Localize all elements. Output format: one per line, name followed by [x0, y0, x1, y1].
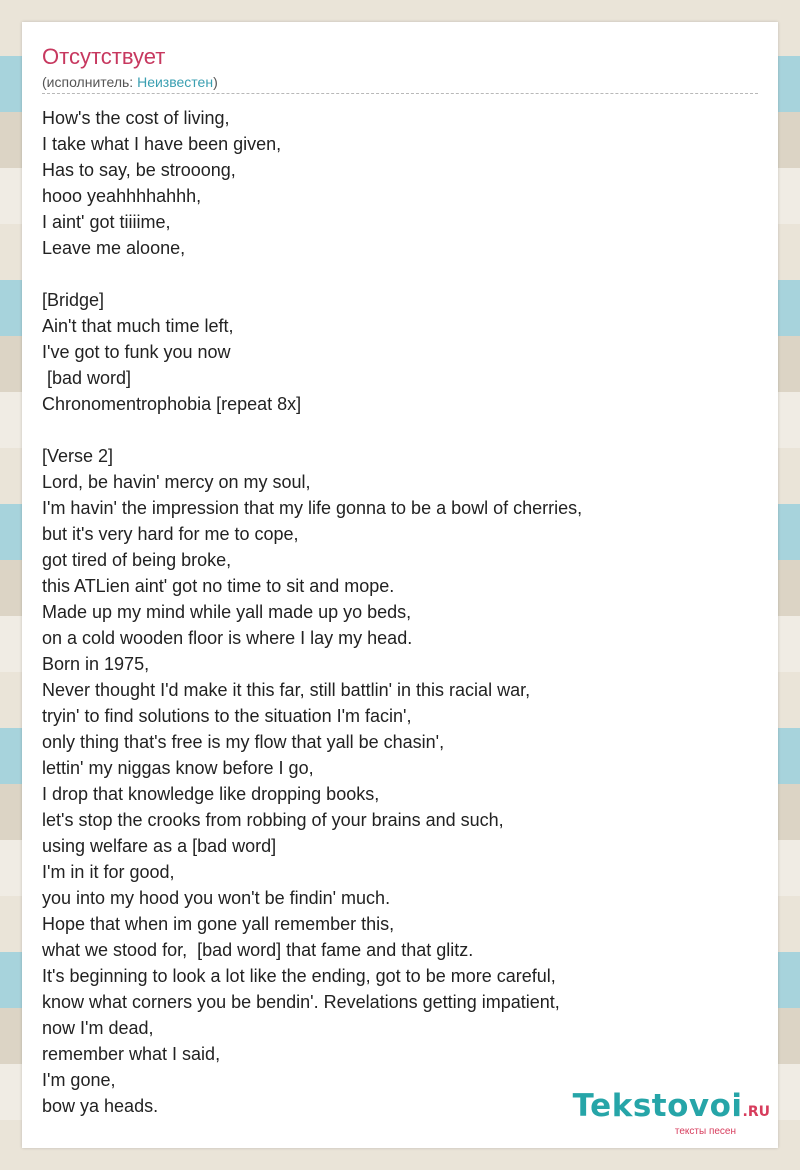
- artist-prefix: (исполнитель:: [42, 74, 138, 90]
- lyrics-card: [22, 22, 778, 1148]
- logo-tagline: тексты песен: [674, 1126, 736, 1137]
- artist-suffix: ): [213, 74, 218, 90]
- artist-link[interactable]: Неизвестен: [137, 74, 214, 90]
- artist-line: [42, 73, 218, 91]
- song-title: Отсутствует: [42, 44, 166, 69]
- title-divider: [42, 93, 758, 94]
- logo-tld: .RU: [742, 1104, 770, 1120]
- lyrics-text: How's the cost of living, I take what I have been given, Has to say, be strooong, hooo yeahhhhahhh, I aint' got tiiiime, Leave me aloone, [Bridge] Ain't that much time left, I've got to funk you now [bad word] Chronomentrophobia [repeat 8x] [Verse 2] Lord, be havin' mercy on my soul, I'm havin' the impression that my life gonna to be a bowl of cherries, but it's very hard for me to cope, got tired of being broke, this ATLien aint' got no time to sit and mope. Made up my mind while yall made up yo beds, on a cold wooden floor is where I lay my head. Born in 1975, Never thought I'd make it this far, still battlin' in this racial war, tryin' to find solutions to the situation I'm facin', only thing that's free is my flow that yall be chasin', lettin' my niggas know before I go, I drop that knowledge like dropping books, let's stop the crooks from robbing of your brains and such, using welfare as a [bad word] I'm in it for good, you into my hood you won't be findin' much. Hope that when im gone yall remember this, what we stood for, [bad word] that fame and that glitz. It's beginning to look a lot like the ending, got to be more careful, know what corners you be bendin'. Revelations getting impatient, now I'm dead, remember what I said, I'm gone, bow ya heads.: [42, 108, 583, 1116]
- site-logo[interactable]: [573, 1090, 770, 1138]
- logo-wordmark: [573, 1090, 770, 1128]
- logo-name: Tekstovoi: [572, 1088, 743, 1124]
